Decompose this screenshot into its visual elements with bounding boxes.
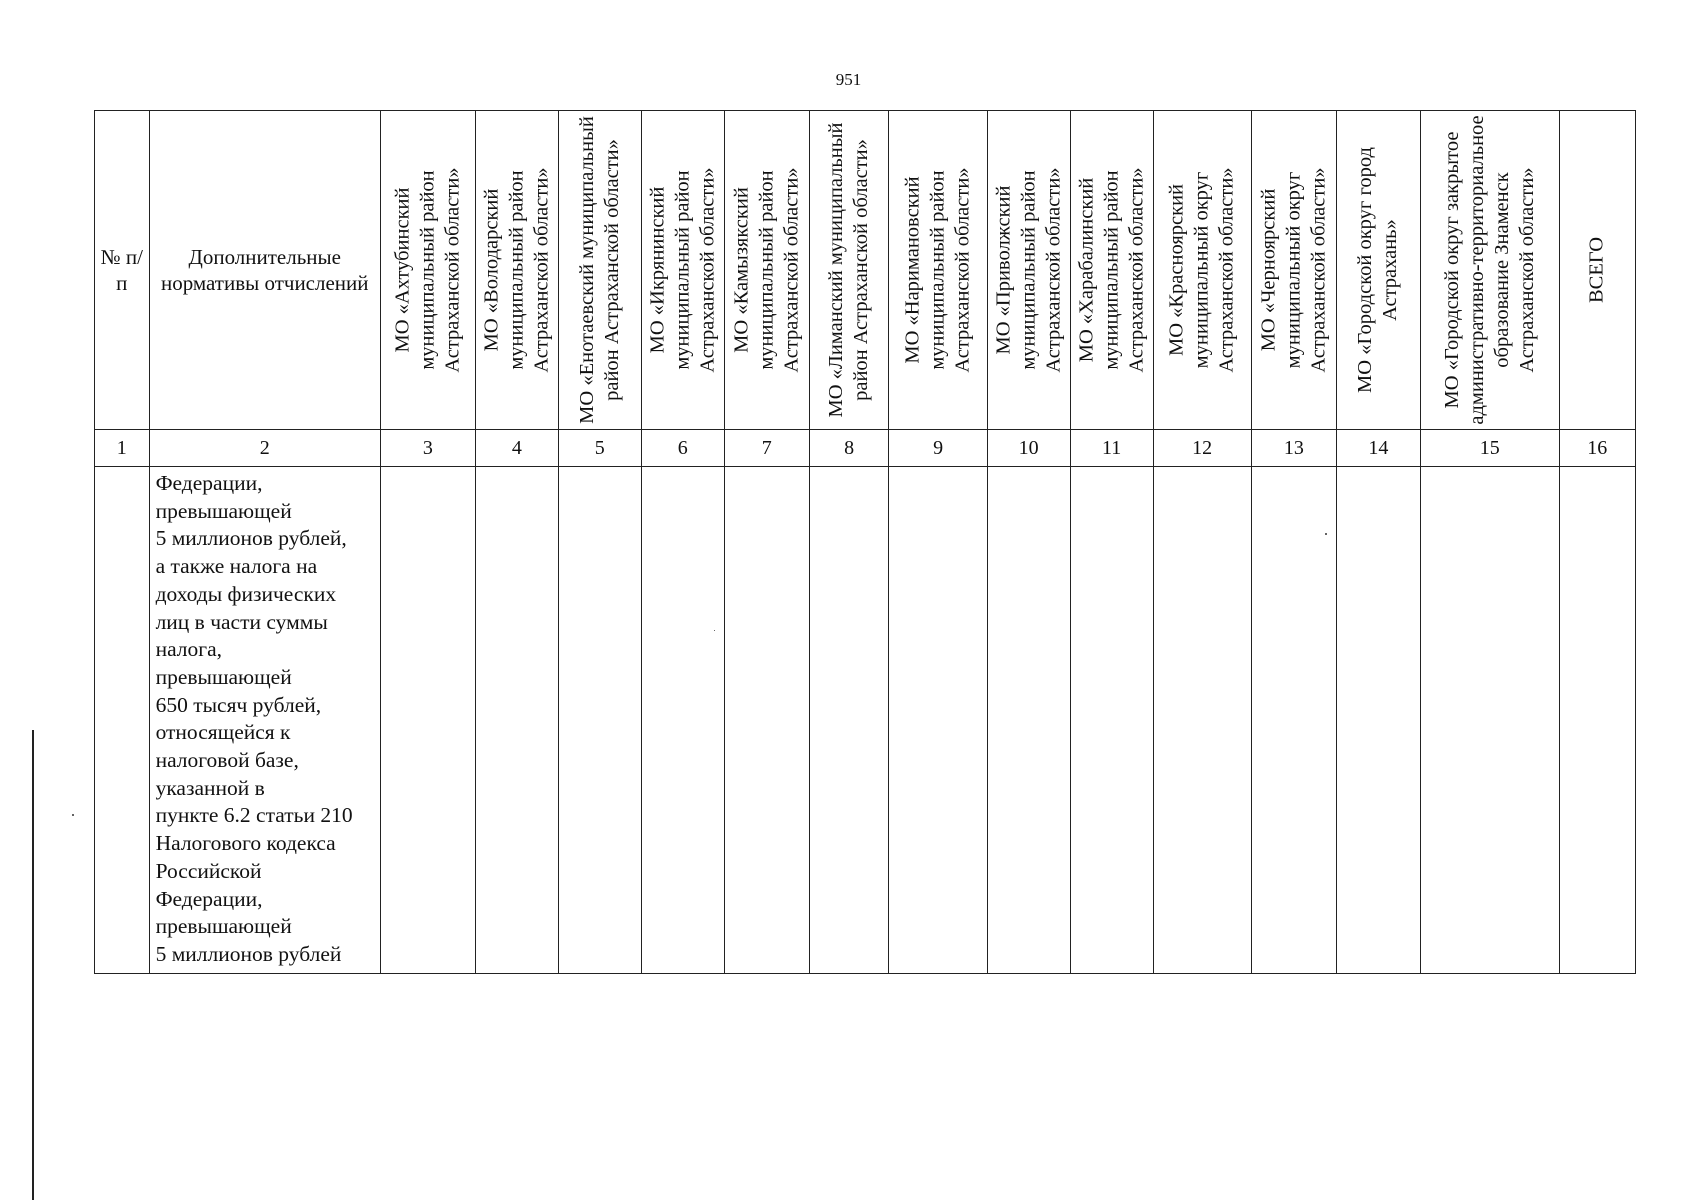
header-municipality-label: МО «Володарский муниципальный район Астраханской области» xyxy=(480,167,553,373)
value-cell xyxy=(1251,467,1336,974)
description-line: налога, xyxy=(155,637,223,662)
value-cell xyxy=(641,467,724,974)
header-municipality-label: МО «Лиманский муниципальный район Астраханской области» xyxy=(825,122,873,418)
column-number: 9 xyxy=(889,430,987,467)
column-number: 12 xyxy=(1153,430,1251,467)
header-municipality-label: МО «Харабалинский муниципальный район Астраханской области» xyxy=(1075,167,1148,373)
value-cell xyxy=(1153,467,1251,974)
header-municipality-label: МО «Городской округ закрытое административно-территориальное образование Знаменск Астраханской области» xyxy=(1440,115,1538,425)
header-municipality-label: МО «Камызякский муниципальный район Астраханской области» xyxy=(730,167,803,373)
header-total-label: ВСЕГО xyxy=(1585,237,1608,304)
header-municipality xyxy=(1251,111,1336,430)
description-line: налоговой базе, xyxy=(155,748,299,773)
description-line: указанной в xyxy=(155,775,265,800)
description-line: превышающей xyxy=(155,664,292,689)
description-line: Российской xyxy=(155,858,262,883)
column-number: 3 xyxy=(380,430,475,467)
header-description: Дополнительные нормативы отчислений xyxy=(149,111,380,430)
header-row xyxy=(95,111,1636,430)
deduction-norms-table xyxy=(94,110,1636,974)
header-municipality xyxy=(475,111,558,430)
value-cell xyxy=(809,467,889,974)
column-number: 15 xyxy=(1420,430,1559,467)
header-municipality xyxy=(987,111,1070,430)
description-line: а также налога на xyxy=(155,554,318,579)
description-line: лиц в части суммы xyxy=(155,609,328,634)
column-number: 14 xyxy=(1336,430,1420,467)
header-total xyxy=(1559,111,1635,430)
description-line: Налогового кодекса xyxy=(155,831,336,856)
column-number: 11 xyxy=(1070,430,1153,467)
description-line: 650 тысяч рублей, xyxy=(155,692,322,717)
value-cell xyxy=(475,467,558,974)
value-cell xyxy=(1420,467,1559,974)
header-municipality xyxy=(889,111,987,430)
header-municipality-label: МО «Наримановский муниципальный район Астраханской области» xyxy=(901,167,974,373)
row-description-cell xyxy=(149,467,380,974)
description-line: относящейся к xyxy=(155,720,291,745)
value-cell xyxy=(1070,467,1153,974)
value-cell xyxy=(889,467,987,974)
column-number: 2 xyxy=(149,430,380,467)
value-cell xyxy=(558,467,641,974)
value-cell xyxy=(1336,467,1420,974)
column-number: 1 xyxy=(95,430,150,467)
header-municipality xyxy=(724,111,809,430)
column-number: 13 xyxy=(1251,430,1336,467)
header-no: № п/п xyxy=(95,111,150,430)
header-municipality xyxy=(1153,111,1251,430)
column-number: 5 xyxy=(558,430,641,467)
header-municipality-label: МО «Приволжский муниципальный район Астраханской области» xyxy=(992,167,1065,373)
column-number: 16 xyxy=(1559,430,1635,467)
header-municipality-label: МО «Красноярский муниципальный округ Астраханской области» xyxy=(1165,167,1238,373)
value-cell xyxy=(987,467,1070,974)
header-municipality-label: МО «Черноярский муниципальный округ Астраханской области» xyxy=(1257,167,1330,373)
row-description-text xyxy=(150,467,380,969)
header-municipality xyxy=(380,111,475,430)
description-line: 5 миллионов рублей, xyxy=(155,526,347,551)
header-municipality xyxy=(1070,111,1153,430)
scan-speck xyxy=(1325,533,1327,535)
column-number: 10 xyxy=(987,430,1070,467)
value-cell xyxy=(724,467,809,974)
description-line: превышающей xyxy=(155,914,292,939)
page-number: 951 xyxy=(835,70,862,89)
value-cell xyxy=(1559,467,1635,974)
description-line: 5 миллионов рублей xyxy=(155,941,342,966)
column-number: 4 xyxy=(475,430,558,467)
description-line: Федерации, xyxy=(155,471,263,495)
header-municipality-label: МО «Икрянинский муниципальный район Астраханской области» xyxy=(646,167,719,373)
column-number: 6 xyxy=(641,430,724,467)
header-municipality xyxy=(641,111,724,430)
header-municipality xyxy=(558,111,641,430)
column-number-row xyxy=(95,430,1636,467)
header-municipality-label: МО «Енотаевский муниципальный район Астраханской области» xyxy=(575,116,623,424)
description-line: превышающей xyxy=(155,498,292,523)
description-line: пункте 6.2 статьи 210 xyxy=(155,803,353,828)
description-line: Федерации, xyxy=(155,886,263,911)
header-municipality xyxy=(809,111,889,430)
scan-speck xyxy=(714,630,715,631)
binding-margin-line xyxy=(32,730,34,1200)
scan-speck xyxy=(72,814,74,816)
header-municipality xyxy=(1336,111,1420,430)
column-number: 7 xyxy=(724,430,809,467)
column-number: 8 xyxy=(809,430,889,467)
header-municipality xyxy=(1420,111,1559,430)
row-number-cell xyxy=(95,467,150,974)
value-cell xyxy=(380,467,475,974)
header-municipality-label: МО «Ахтубинский муниципальный район Астраханской области» xyxy=(391,167,464,373)
header-municipality-label: МО «Городской округ город Астрахань» xyxy=(1354,147,1402,393)
table-row xyxy=(95,467,1636,974)
description-line: доходы физических xyxy=(155,581,337,606)
